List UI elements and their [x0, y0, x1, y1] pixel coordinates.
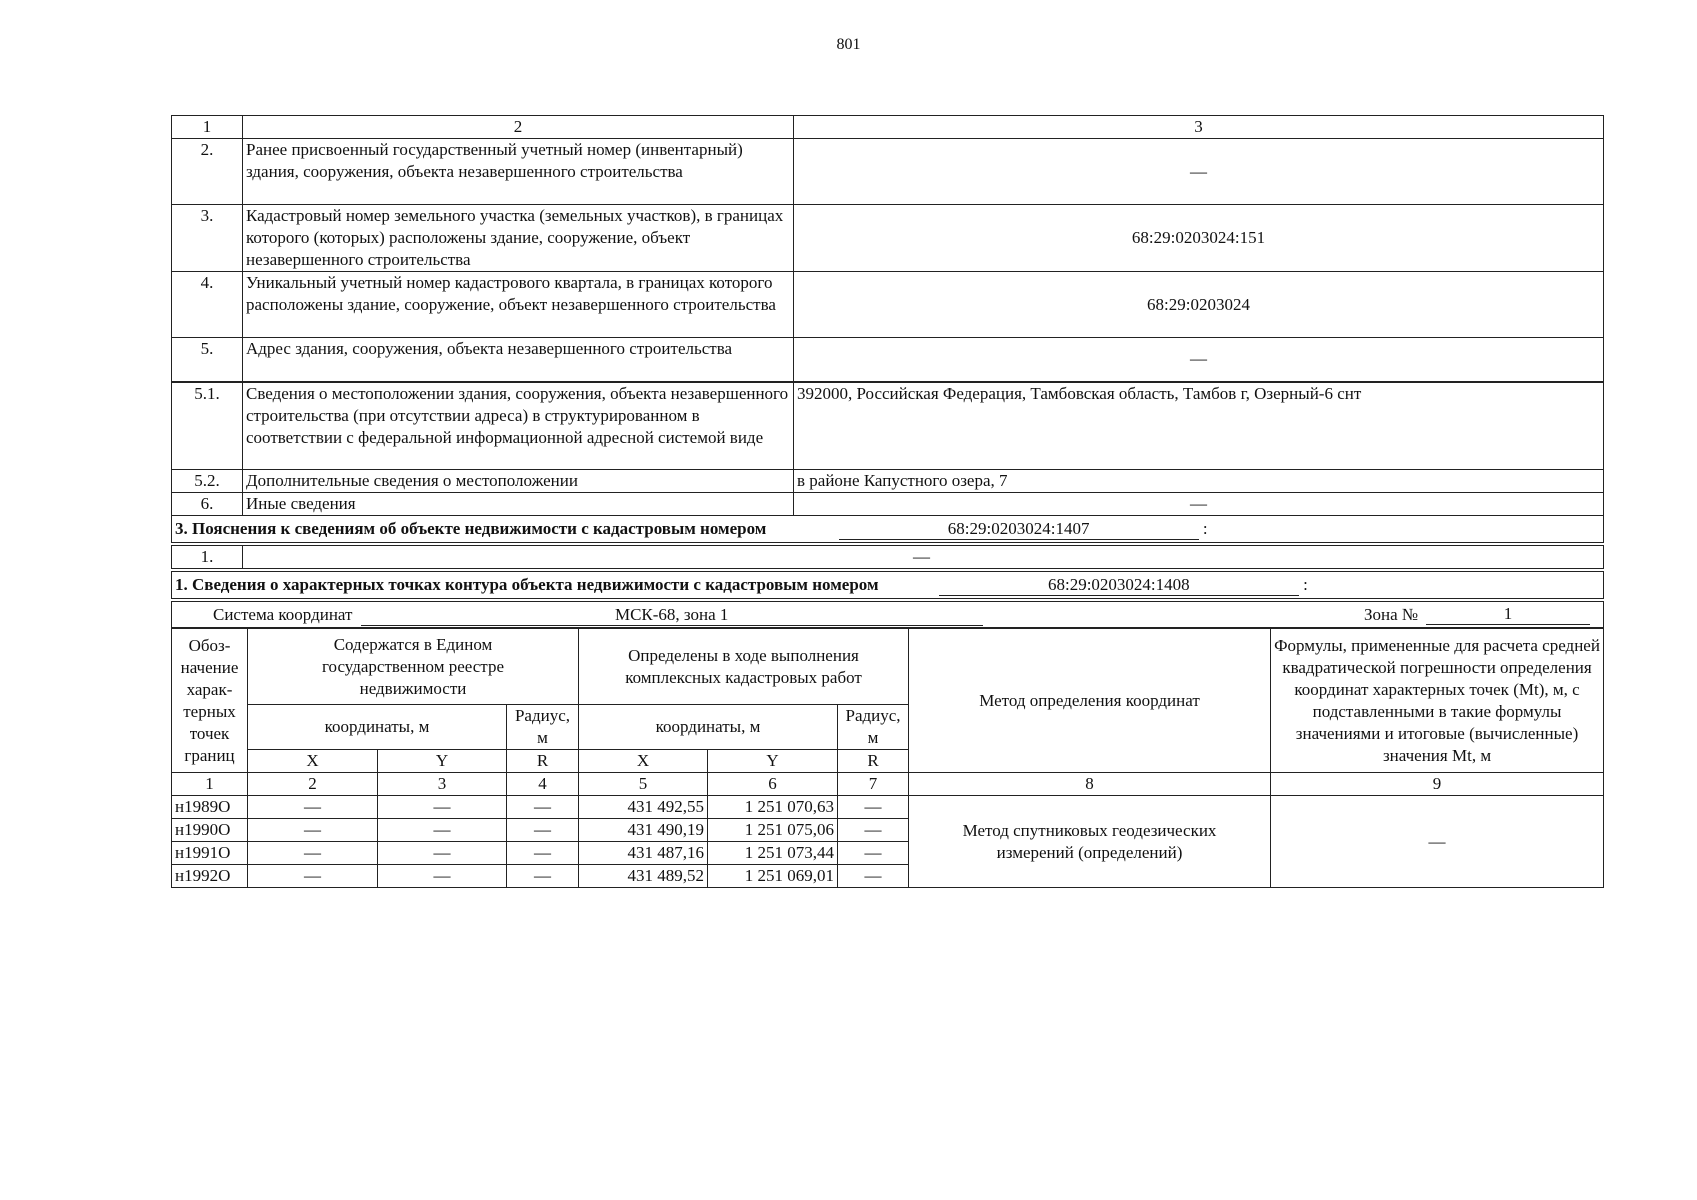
point-name: н1990О	[172, 819, 248, 842]
column-number: 3	[378, 773, 507, 796]
row-value: —	[794, 139, 1604, 205]
formulas-value: —	[1271, 796, 1604, 888]
row-label: Ранее присвоенный государственный учетный номер (инвентарный) здания, сооружения, объекта незавершенного строительства	[243, 139, 794, 205]
egrn-x: —	[248, 865, 378, 888]
section3-title: 3. Пояснения к сведениям об объекте недвижимости с кадастровым номером	[175, 519, 767, 538]
row-number: 6.	[172, 493, 243, 516]
column-number: 5	[579, 773, 708, 796]
header-cell: 1	[172, 116, 243, 139]
row-number: 5.	[172, 338, 243, 382]
row-label: Уникальный учетный номер кадастрового квартала, в границах которого расположены здание, сооружение, объект незавершенного строительства	[243, 272, 794, 338]
section1-title-row	[172, 572, 1604, 599]
kkr-r: —	[838, 865, 909, 888]
row-value: 68:29:0203024	[794, 272, 1604, 338]
kkr-r: —	[838, 842, 909, 865]
header-cell: 3	[794, 116, 1604, 139]
egrn-x: —	[248, 819, 378, 842]
column-number: 2	[248, 773, 378, 796]
table-row	[172, 470, 1604, 493]
header-egrn: Содержатся в Едином государственном реестре недвижимости	[248, 629, 579, 705]
column-number: 4	[507, 773, 579, 796]
point-name: н1992О	[172, 865, 248, 888]
kkr-r: —	[838, 796, 909, 819]
header-x: X	[248, 750, 378, 773]
row-value: —	[794, 338, 1604, 382]
section1-colon: :	[1303, 575, 1308, 594]
header-method: Метод определения координат	[909, 629, 1271, 773]
row-number: 2.	[172, 139, 243, 205]
egrn-y: —	[378, 842, 507, 865]
section3-title-row	[172, 516, 1604, 543]
row-label: Иные сведения	[243, 493, 794, 516]
header-r: R	[838, 750, 909, 773]
zone-label: Зона №	[1364, 605, 1419, 624]
egrn-x: —	[248, 796, 378, 819]
egrn-r: —	[507, 796, 579, 819]
row-value: 68:29:0203024:151	[794, 205, 1604, 272]
row-label: Кадастровый номер земельного участка (земельных участков), в границах которого (которых) расположены здание, сооружение, объект незавершенного строительства	[243, 205, 794, 272]
coord-system-row	[172, 602, 1604, 628]
header-coords-egrn: координаты, м	[248, 705, 507, 750]
row-number: 1.	[172, 546, 243, 569]
document-body	[171, 115, 1603, 888]
kkr-x: 431 490,19	[579, 819, 708, 842]
table-row	[172, 338, 1604, 382]
zone-value: 1	[1426, 604, 1590, 625]
points-table	[171, 628, 1604, 888]
coord-system-value: МСК-68, зона 1	[361, 605, 983, 626]
table-row	[172, 796, 1604, 819]
row-label: Сведения о местоположении здания, сооружения, объекта незавершенного строительства (при отсутствии адреса) в структурированном в соответствии с федеральной информационной адресной системой виде	[243, 382, 794, 470]
coord-system-label: Система координат	[213, 604, 353, 624]
kkr-x: 431 489,52	[579, 865, 708, 888]
egrn-r: —	[507, 819, 579, 842]
column-number-row	[172, 773, 1604, 796]
table-row	[172, 272, 1604, 338]
point-name: н1991О	[172, 842, 248, 865]
kkr-y: 1 251 069,01	[708, 865, 838, 888]
header-r: R	[507, 750, 579, 773]
header-y: Y	[378, 750, 507, 773]
column-number: 7	[838, 773, 909, 796]
kkr-y: 1 251 073,44	[708, 842, 838, 865]
section3-cad-number: 68:29:0203024:1407	[839, 519, 1199, 540]
row-number: 4.	[172, 272, 243, 338]
column-number: 6	[708, 773, 838, 796]
egrn-y: —	[378, 865, 507, 888]
header-formulas: Формулы, примененные для расчета средней квадратической погрешности определения координат характерных точек (Mt), м, с подставленными в такие формулы значениями и итоговые (вычисленные) значения Mt, м	[1271, 629, 1604, 773]
row-value: —	[243, 546, 1604, 569]
table-row	[172, 546, 1604, 569]
table-row	[172, 139, 1604, 205]
header-kkr: Определены в ходе выполнения комплексных кадастровых работ	[579, 629, 909, 705]
header-designation: Обоз- начение харак- терных точек границ	[172, 629, 248, 773]
kkr-x: 431 492,55	[579, 796, 708, 819]
row-label: Адрес здания, сооружения, объекта незавершенного строительства	[243, 338, 794, 382]
row-value: 392000, Российская Федерация, Тамбовская область, Тамбов г, Озерный-6 снт	[794, 382, 1604, 470]
kkr-y: 1 251 070,63	[708, 796, 838, 819]
section1-cad-number: 68:29:0203024:1408	[939, 575, 1299, 596]
table-row	[172, 382, 1604, 470]
row-number: 3.	[172, 205, 243, 272]
header-x: X	[579, 750, 708, 773]
column-number: 1	[172, 773, 248, 796]
column-number: 9	[1271, 773, 1604, 796]
page-number: 801	[836, 36, 861, 53]
table-row	[172, 493, 1604, 516]
section1-title: 1. Сведения о характерных точках контура объекта недвижимости с кадастровым номером	[175, 575, 879, 594]
header-y: Y	[708, 750, 838, 773]
point-name: н1989О	[172, 796, 248, 819]
table-header-row	[172, 116, 1604, 139]
row-value: в районе Капустного озера, 7	[794, 470, 1604, 493]
header-radius-egrn: Радиус, м	[507, 705, 579, 750]
egrn-x: —	[248, 842, 378, 865]
method-value: Метод спутниковых геодезических измерений (определений)	[909, 796, 1271, 888]
kkr-r: —	[838, 819, 909, 842]
egrn-y: —	[378, 796, 507, 819]
row-number: 5.1.	[172, 382, 243, 470]
egrn-r: —	[507, 865, 579, 888]
row-label: Дополнительные сведения о местоположении	[243, 470, 794, 493]
header-coords-kkr: координаты, м	[579, 705, 838, 750]
table-row	[172, 205, 1604, 272]
row-value: —	[794, 493, 1604, 516]
header-cell: 2	[243, 116, 794, 139]
egrn-y: —	[378, 819, 507, 842]
kkr-x: 431 487,16	[579, 842, 708, 865]
row-number: 5.2.	[172, 470, 243, 493]
section3-colon: :	[1202, 519, 1208, 538]
egrn-r: —	[507, 842, 579, 865]
column-number: 8	[909, 773, 1271, 796]
object-info-table	[171, 115, 1604, 628]
kkr-y: 1 251 075,06	[708, 819, 838, 842]
header-radius-kkr: Радиус, м	[838, 705, 909, 750]
